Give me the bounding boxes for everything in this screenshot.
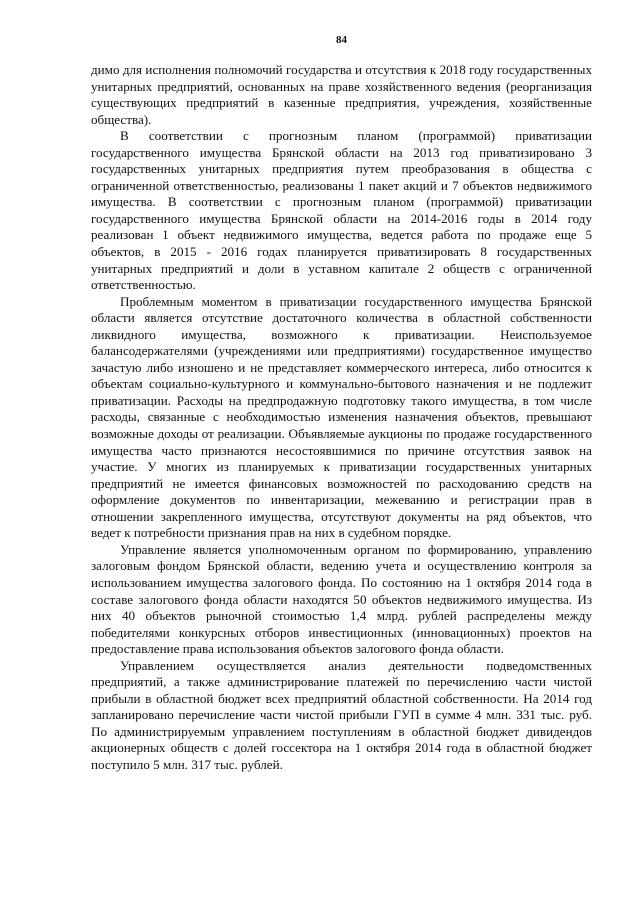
paragraph-continuation: димо для исполнения полномочий государства и отсутствия к 2018 году государственных унитарных предприятий, основанных на праве хозяйственного ведения (реорганизация существующих предприятий в казенные предприятия, учреждения, хозяйственные общества). bbox=[91, 62, 592, 127]
paragraph-privatization-plan: В соответствии с прогнозным планом (программой) приватизации государственного имущества Брянской области на 2013 год приватизировано 3 государственных унитарных предприятия путем преобразования в общества с ограниченной ответственностью, реализованы 1 пакет акций и 7 объектов недвижимого имущества. В соответствии с прогнозным планом (программой) приватизации государственного имущества Брянской области на 2014-2016 годы в 2014 году реализован 1 объект недвижимого имущества, ведется работа по продаже еще 5 объектов, в 2015 - 2016 годах планируется приватизировать 8 государственных унитарных предприятий и доли в уставном капитале 2 обществ с ограниченной ответственностью. bbox=[91, 128, 592, 293]
paragraph-profit-analysis: Управлением осуществляется анализ деятельности подведомственных предприятий, а также администрирование платежей по перечислению части чистой прибыли в областной бюджет всех предприятий областной собственности. На 2014 год запланировано перечисление части чистой прибыли ГУП в сумме 4 млн. 331 тыс. руб. По администрируемым управлением поступлениям в областной бюджет дивидендов акционерных обществ с долей госсектора на 1 октября 2014 года в областной бюджет поступило 5 млн. 317 тыс. рублей. bbox=[91, 657, 592, 772]
paragraph-privatization-problems: Проблемным моментом в приватизации государственного имущества Брянской области является отсутствие достаточного количества в областной собственности ликвидного имущества, возможного к приватизации. Неиспользуемое балансодержателями (учреждениями или предприятиями) государственное имущество зачастую либо изношено и не представляет коммерческого интереса, либо относится к объектам социально-культурного и коммунально-бытового назначения и не подлежит приватизации. Расходы на предпродажную подготовку такого имущества, в том числе расходы, связанные с необходимостью изменения назначения объектов, превышают возможные доходы от реализации. Объявляемые аукционы по продаже государственного имущества часто признаются несостоявшимися по причине отсутствия заявок на участие. У многих из планируемых к приватизации государственных унитарных предприятий не имеется финансовых возможностей по расходованию средств на оформление документов по инвентаризации, межеванию и регистрации прав в отношении закрепленного имущества, отсутствуют документы на ряд объектов, что ведет к потребности признания прав на них в судебном порядке. bbox=[91, 293, 592, 541]
paragraph-collateral-fund: Управление является уполномоченным органом по формированию, управлению залоговым фондом Брянской области, ведению учета и осуществлению контроля за использованием имущества залогового фонда. По состоянию на 1 октября 2014 года в составе залогового фонда области находятся 50 объектов недвижимого имущества. Из них 40 объектов рыночной стоимостью 1,4 млрд. рублей распределены между победителями конкурсных отборов инвестиционных (инновационных) проектов на предоставление права использования объектов залогового фонда области. bbox=[91, 541, 592, 657]
page-number: 84 bbox=[336, 34, 347, 46]
